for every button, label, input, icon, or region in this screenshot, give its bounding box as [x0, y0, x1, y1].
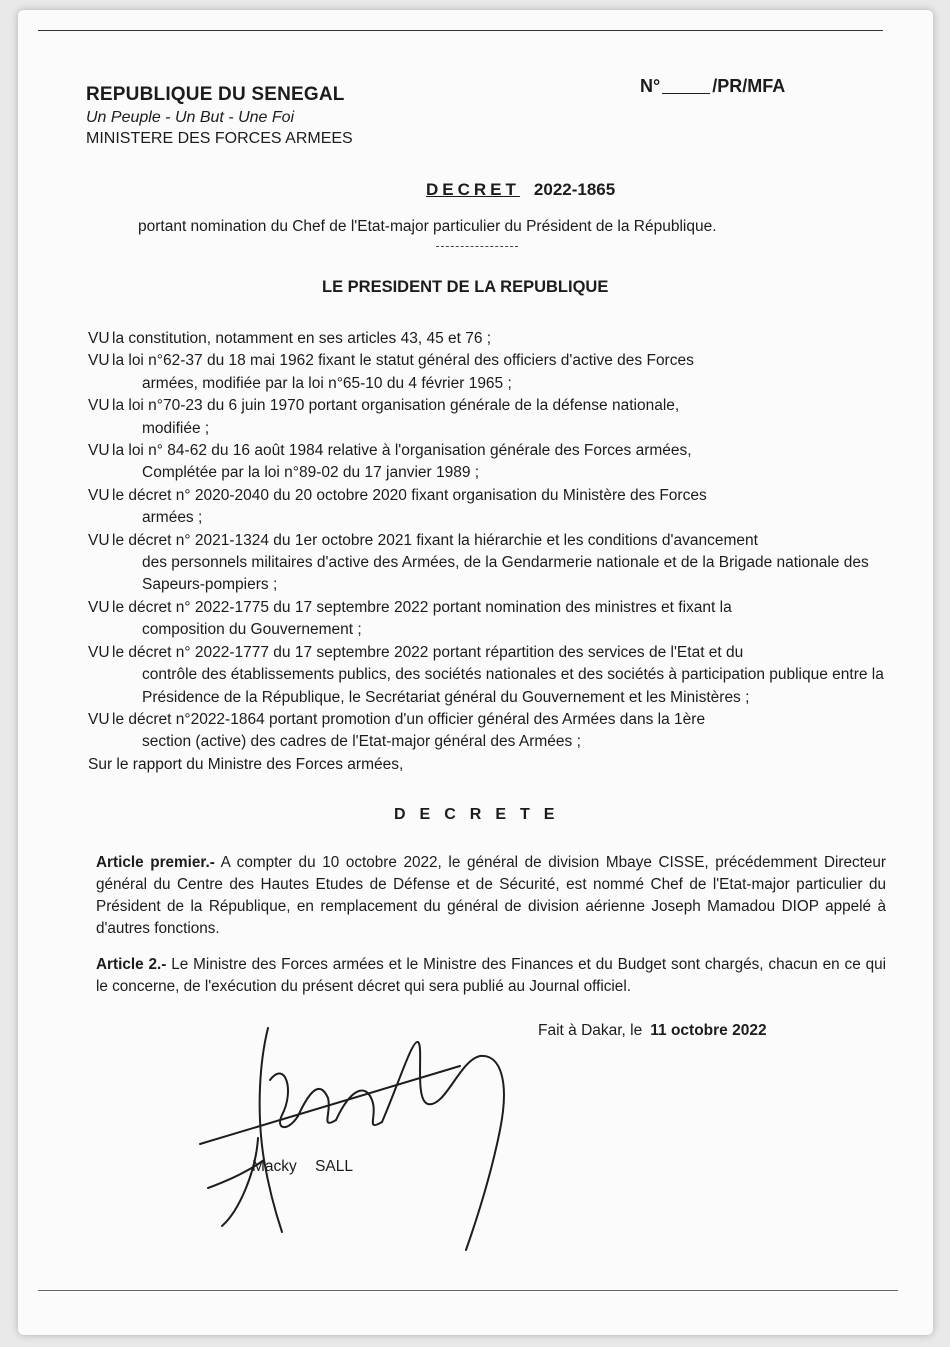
- visa-continuation: Complétée par la loi n°89-02 du 17 janvier 1989 ;: [142, 464, 480, 482]
- visa-vu: VU: [88, 486, 110, 504]
- article-label: Article 2.-: [96, 956, 167, 973]
- visa-vu: VU: [88, 330, 110, 347]
- president-heading: LE PRESIDENT DE LA REPUBLIQUE: [322, 278, 609, 296]
- visa-vu: VU: [88, 352, 110, 370]
- visa-vu: VU: [88, 598, 110, 616]
- visa-item: [88, 440, 888, 485]
- dateline: [538, 1022, 767, 1040]
- national-motto: Un Peuple - Un But - Une Foi: [86, 109, 295, 126]
- visa-text: le décret n°2022-1864 portant promotion d'un officier général des Armées dans la 1ère: [112, 710, 706, 728]
- visa-continuation: contrôle des établissements publics, des sociétés nationales et des sociétés à participation publique entre la Présidence de la République, le Secrétariat général du Gouvernement et les Ministères ;: [142, 666, 884, 706]
- bottom-rule: [38, 1290, 898, 1291]
- report-line: Sur le rapport du Ministre des Forces armées,: [88, 755, 404, 773]
- visa-continuation: composition du Gouvernement ;: [142, 621, 362, 639]
- visa-vu: VU: [88, 710, 110, 728]
- visa-vu: VU: [88, 397, 110, 415]
- visa-item: [88, 395, 888, 440]
- visa-text: le décret n° 2022-1777 du 17 septembre 2022 portant répartition des services de l'Etat et du: [112, 643, 744, 661]
- visa-continuation: section (active) des cadres de l'Etat-major général des Armées ;: [142, 733, 581, 751]
- decrete-heading: DECRETE: [394, 806, 569, 823]
- visa-text: la constitution, notamment en ses articles 43, 45 et 76 ;: [112, 330, 492, 347]
- visas-list: [88, 328, 888, 776]
- ministry-name: MINISTERE DES FORCES ARMEES: [86, 130, 353, 147]
- decree-word: DECRET: [426, 180, 520, 199]
- visa-item: [88, 597, 888, 642]
- visa-vu: VU: [88, 531, 110, 549]
- visa-item: [88, 642, 888, 709]
- visa-text: le décret n° 2020-2040 du 20 octobre 2020 fixant organisation du Ministère des Forces: [112, 486, 707, 504]
- letterhead: [86, 84, 353, 148]
- visa-item: [88, 485, 888, 530]
- handwritten-signature: [160, 1020, 540, 1260]
- visa-text: la loi n° 84-62 du 16 août 1984 relative à l'organisation générale des Forces armées,: [112, 442, 692, 460]
- visa-continuation: armées, modifiée par la loi n°65-10 du 4 février 1965 ;: [142, 374, 512, 392]
- article-label: Article premier.-: [96, 854, 215, 871]
- visa-item: [88, 350, 888, 395]
- dateline-date: 11 octobre 2022: [650, 1022, 767, 1039]
- reference-number: [640, 76, 785, 97]
- visa-item: [88, 709, 888, 754]
- article-text: A compter du 10 octobre 2022, le général de division Mbaye CISSE, précédemment Directeur général du Centre des Hautes Etudes de Défense et de Sécurité, est nommé Chef de l'Etat-major particulier du Président de la République, en remplacement du général de division aérienne Joseph Mamadou DIOP appelé à d'autres fonctions.: [96, 854, 886, 937]
- visa-text: le décret n° 2022-1775 du 17 septembre 2022 portant nomination des ministres et fixant la: [112, 598, 732, 616]
- visa-vu: VU: [88, 442, 110, 460]
- dateline-place: Fait à Dakar, le: [538, 1022, 643, 1039]
- reference-blank: [662, 93, 710, 94]
- visa-item: [88, 328, 888, 350]
- reference-prefix: N°: [640, 76, 661, 96]
- visa-item: [88, 530, 888, 597]
- visa-text: la loi n°62-37 du 18 mai 1962 fixant le statut général des officiers d'active des Forces: [112, 352, 694, 370]
- visa-continuation: armées ;: [142, 509, 203, 527]
- decree-subject: portant nomination du Chef de l'Etat-major particulier du Président de la République.: [138, 218, 717, 235]
- article-text: Le Ministre des Forces armées et le Ministre des Finances et du Budget sont chargés, chacun en ce qui le concerne, de l'exécution du présent décret qui sera publié au Journal officiel.: [96, 956, 887, 995]
- visa-text: le décret n° 2021-1324 du 1er octobre 2021 fixant la hiérarchie et les conditions d'avancement: [112, 531, 758, 549]
- article-premier: [96, 852, 886, 940]
- visa-text: la loi n°70-23 du 6 juin 1970 portant organisation générale de la défense nationale,: [112, 397, 680, 415]
- reference-suffix: /PR/MFA: [712, 76, 786, 96]
- decree-number: 2022-1865: [533, 180, 616, 199]
- decree-title: [426, 180, 615, 200]
- country-name: REPUBLIQUE DU SENEGAL: [86, 84, 345, 105]
- top-rule: [38, 30, 883, 31]
- subject-divider: [436, 246, 518, 247]
- visa-vu: VU: [88, 643, 110, 661]
- visa-continuation: modifiée ;: [142, 419, 210, 437]
- article-2: [96, 954, 886, 998]
- signer-name: Macky SALL: [252, 1158, 354, 1175]
- visa-continuation: des personnels militaires d'active des Armées, de la Gendarmerie nationale et de la Brigade nationale des Sapeurs-pompiers ;: [142, 554, 869, 594]
